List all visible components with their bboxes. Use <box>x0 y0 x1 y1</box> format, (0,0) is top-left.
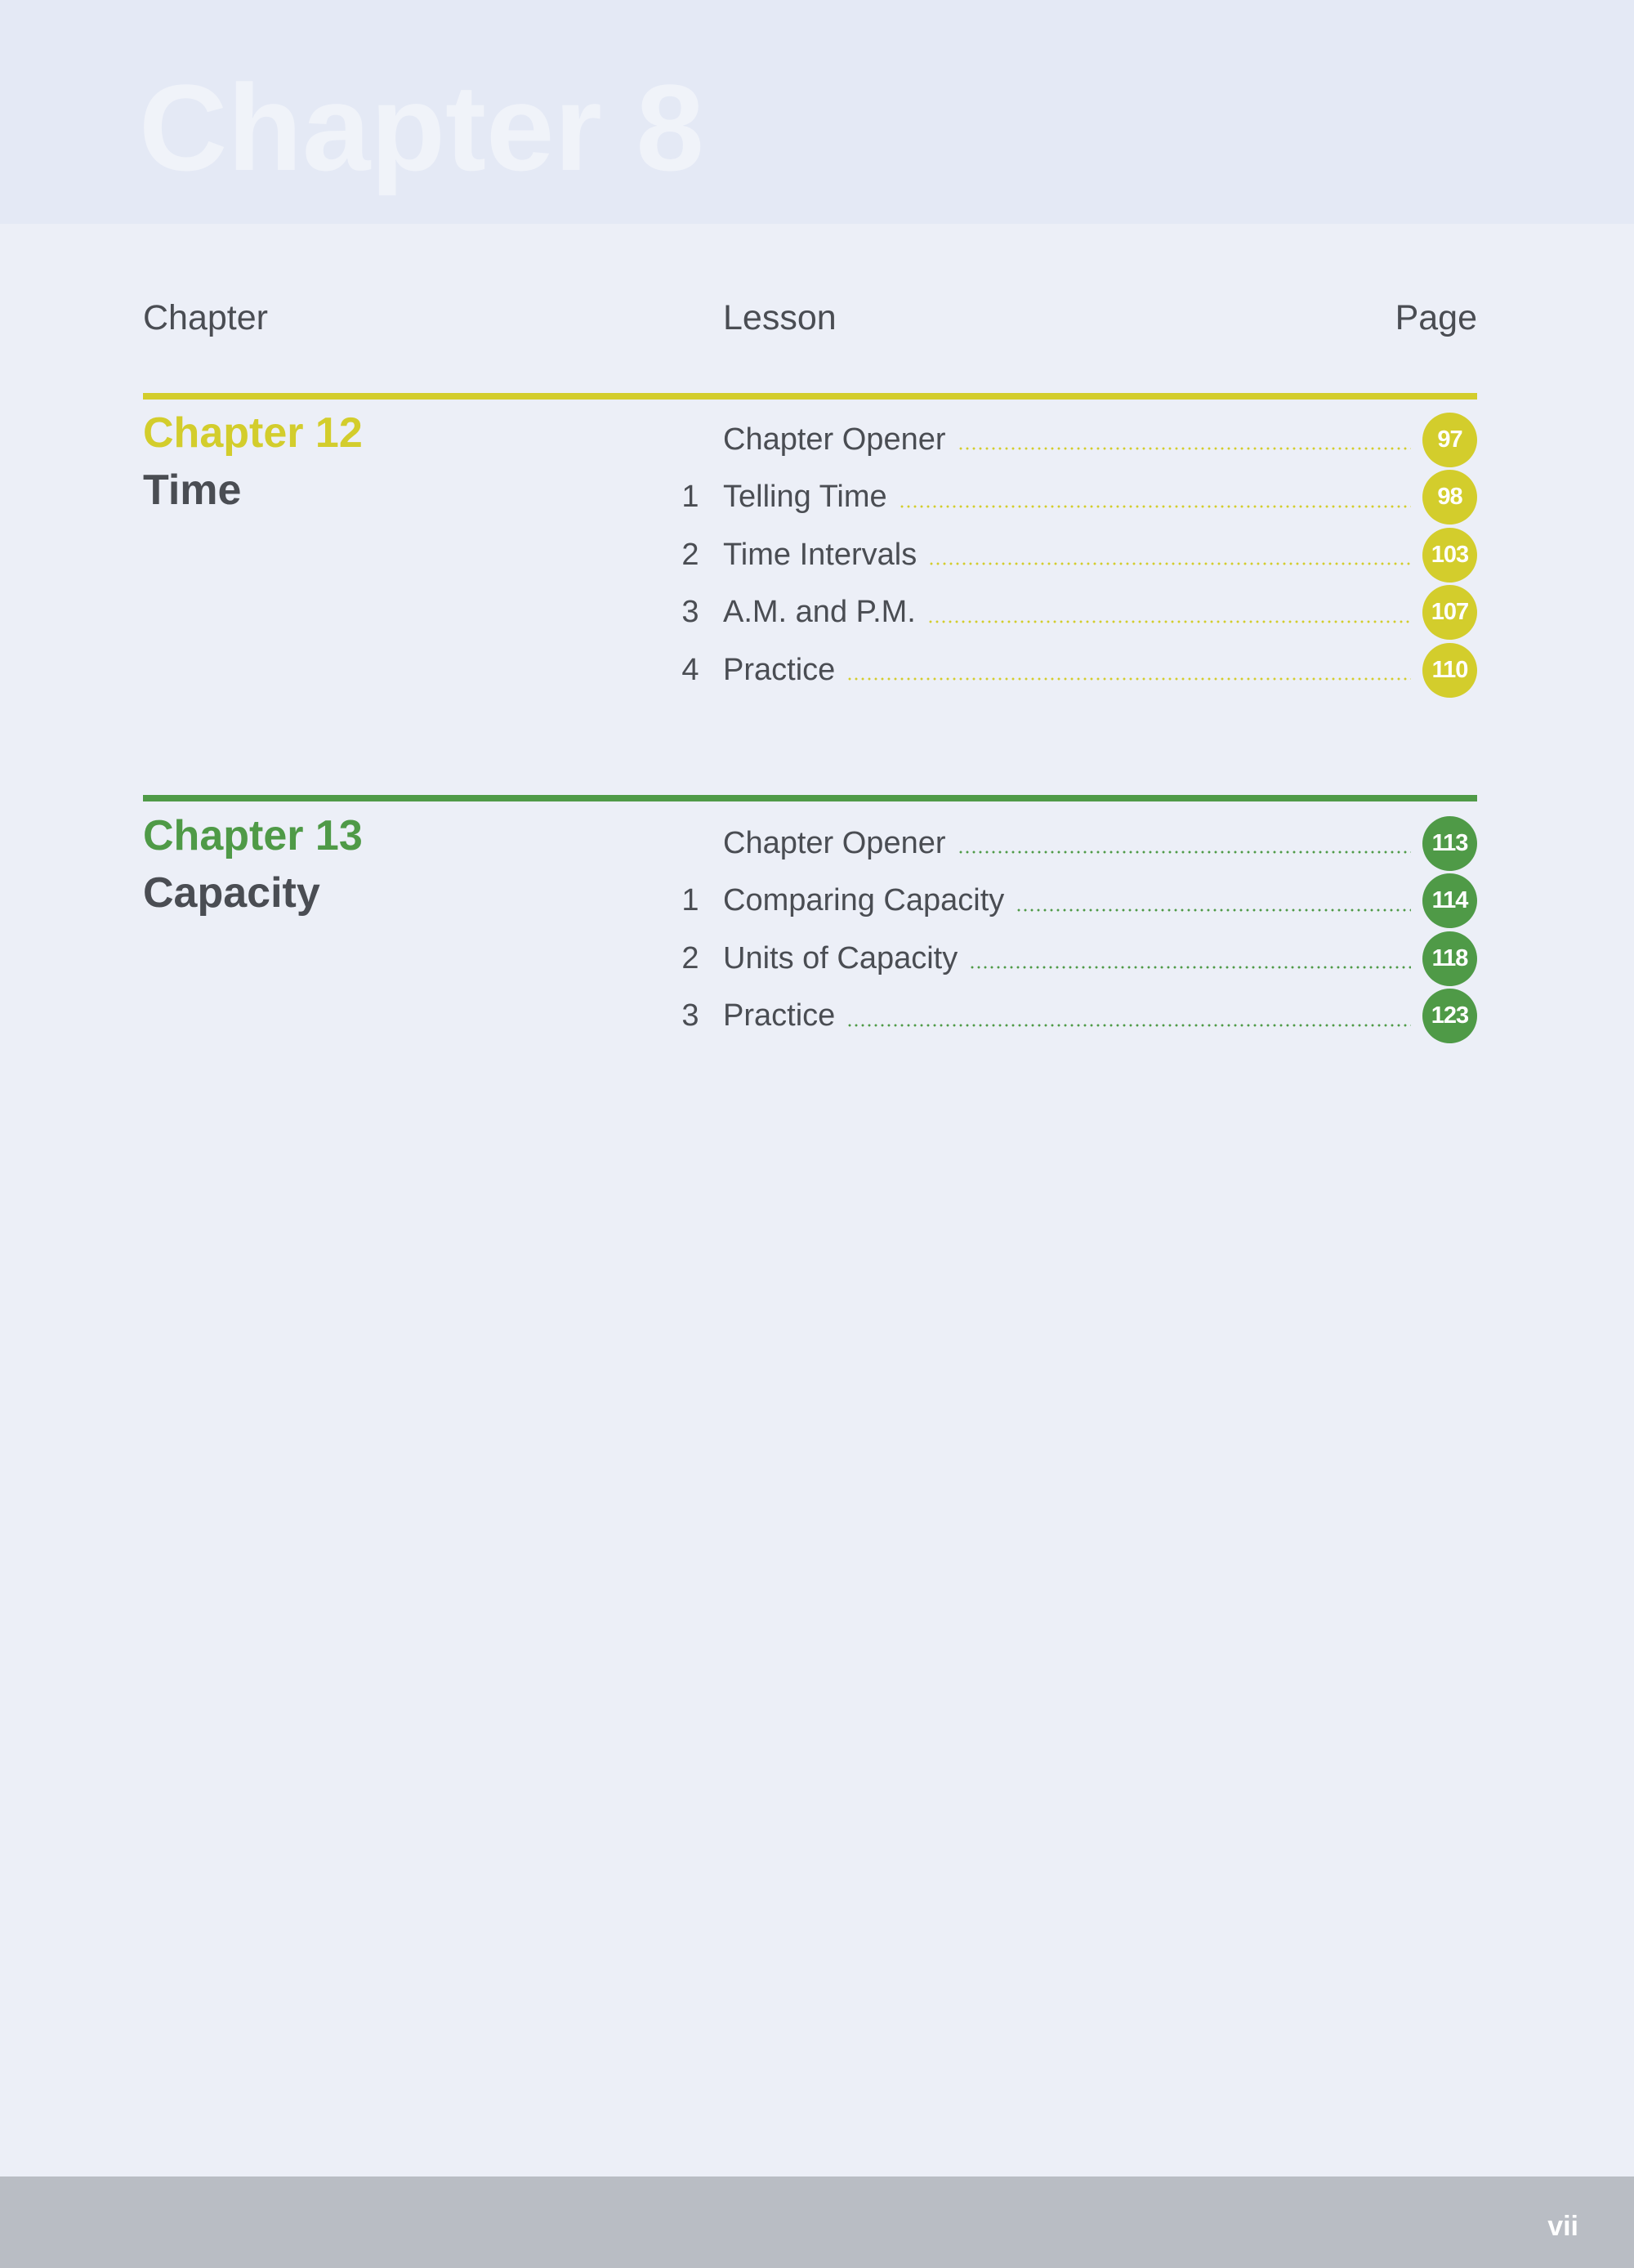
page-number-badge: 113 <box>1422 816 1477 871</box>
toc-entry[interactable] <box>658 527 1477 583</box>
lesson-title: Practice <box>723 998 836 1034</box>
lesson-number: 3 <box>681 998 699 1034</box>
page-number-badge: 123 <box>1422 989 1477 1043</box>
chapter-number: Chapter 13 <box>143 812 363 859</box>
page-number-badge: 110 <box>1422 643 1477 698</box>
lesson-number: 2 <box>681 940 699 976</box>
dot-leader <box>846 1024 1411 1027</box>
lesson-title: Practice <box>723 652 836 687</box>
dot-leader <box>846 677 1411 681</box>
page-number-badge: 98 <box>1422 470 1477 525</box>
toc-entry[interactable] <box>658 585 1477 641</box>
chapter-name: Capacity <box>143 869 320 917</box>
lesson-title: Time Intervals <box>723 537 917 572</box>
dot-leader <box>899 505 1411 508</box>
page-number-badge: 107 <box>1422 585 1477 640</box>
toc-entry[interactable] <box>658 815 1477 871</box>
footer-bar <box>0 2176 1634 2268</box>
chapter-divider-rule <box>143 795 1477 801</box>
lesson-title: Comparing Capacity <box>723 883 1005 918</box>
dot-leader <box>927 620 1411 623</box>
page-number-badge: 114 <box>1422 873 1477 928</box>
page-number-badge: 118 <box>1422 931 1477 986</box>
chapter-name: Time <box>143 467 242 514</box>
dot-leader <box>958 850 1412 854</box>
lesson-number: 1 <box>681 480 699 515</box>
dot-leader <box>958 447 1412 450</box>
lesson-title: A.M. and P.M. <box>723 595 916 630</box>
page-number-badge: 103 <box>1422 528 1477 583</box>
toc-entry[interactable] <box>658 989 1477 1044</box>
top-band <box>0 0 1634 224</box>
chapter-divider-rule <box>143 393 1477 400</box>
page-number: vii <box>1547 2211 1578 2242</box>
ghost-chapter-title: Chapter 8 <box>139 59 704 196</box>
chapter-number: Chapter 12 <box>143 409 363 457</box>
toc-entry[interactable] <box>658 873 1477 929</box>
dot-leader <box>969 966 1411 969</box>
toc-entry[interactable] <box>658 642 1477 698</box>
dot-leader <box>928 562 1411 565</box>
lesson-number: 4 <box>681 652 699 687</box>
toc-entry[interactable] <box>658 470 1477 525</box>
lesson-number: 1 <box>681 883 699 918</box>
lesson-number: 3 <box>681 595 699 630</box>
page-number-badge: 97 <box>1422 413 1477 467</box>
toc-entry[interactable] <box>658 931 1477 986</box>
column-header-chapter: Chapter <box>143 298 268 337</box>
lesson-title: Chapter Opener <box>723 422 946 457</box>
toc-entry[interactable] <box>658 412 1477 467</box>
lesson-title: Units of Capacity <box>723 940 958 976</box>
dot-leader <box>1016 909 1411 912</box>
lesson-number: 2 <box>681 537 699 572</box>
lesson-title: Telling Time <box>723 480 887 515</box>
lesson-title: Chapter Opener <box>723 825 946 860</box>
column-header-lesson: Lesson <box>723 298 837 337</box>
column-header-page: Page <box>1395 298 1477 337</box>
